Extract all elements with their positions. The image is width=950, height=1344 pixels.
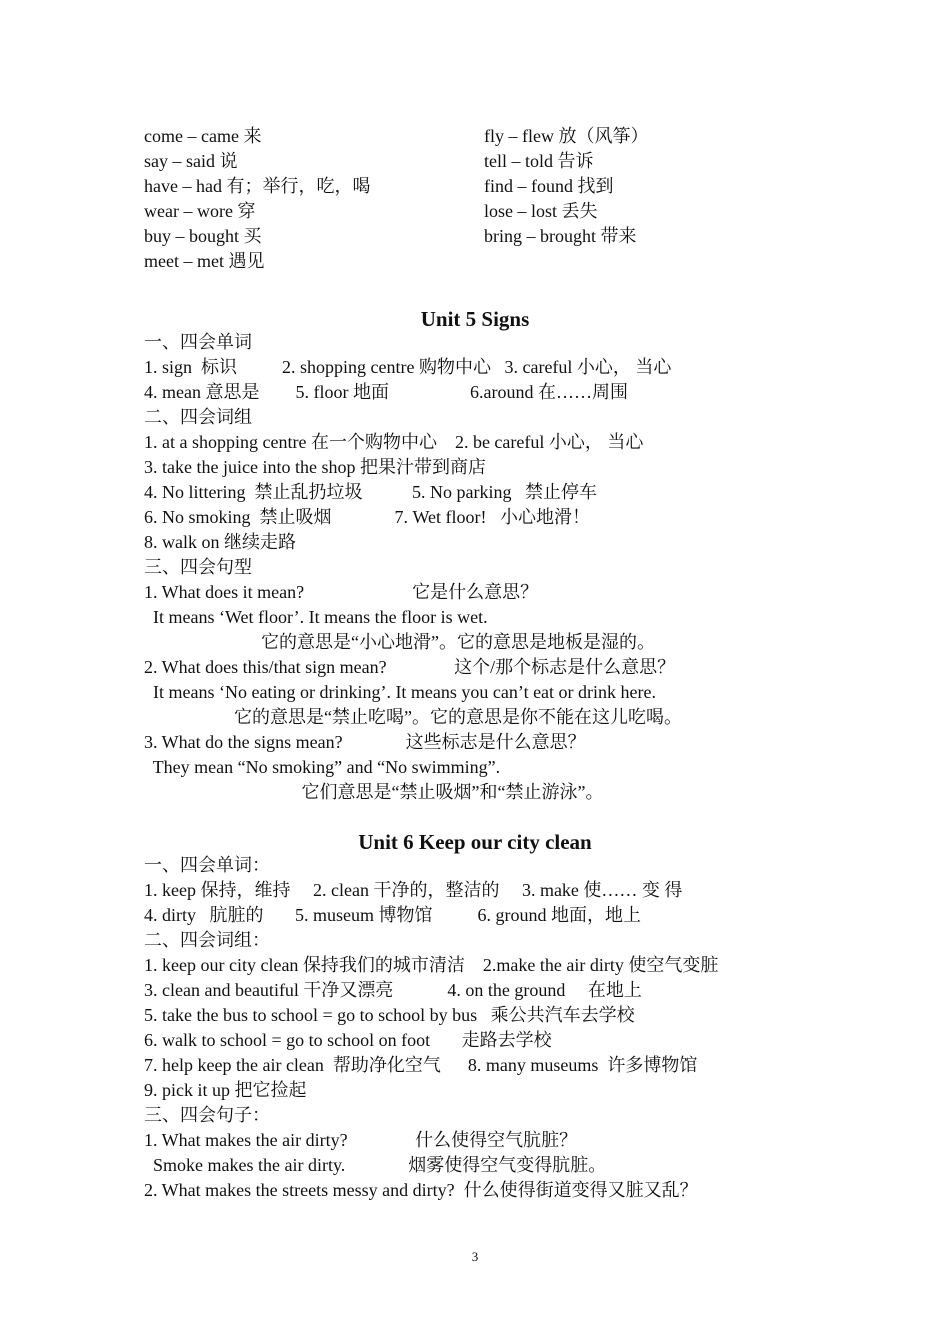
verb-item: meet – met 遇见	[144, 251, 265, 271]
text-line: They mean “No smoking” and “No swimming”.	[144, 757, 501, 777]
text-line: 3. take the juice into the shop 把果汁带到商店	[144, 457, 486, 477]
text-line: 8. walk on 继续走路	[144, 532, 296, 552]
text-line: 它们意思是“禁止吸烟”和“禁止游泳”。	[144, 782, 604, 802]
text-line: It means ‘No eating or drinking’. It means you can’t eat or drink here.	[144, 682, 657, 702]
text-line: 5. take the bus to school = go to school by bus 乘公共汽车去学校	[144, 1005, 635, 1025]
section-heading: 三、四会句型	[144, 557, 252, 577]
text-line: 2. What does this/that sign mean? 这个/那个标志是什么意思？	[144, 657, 676, 677]
text-line: 2. What makes the streets messy and dirty? 什么使得街道变得又脏又乱？	[144, 1180, 698, 1200]
verb-item: say – said 说 tell – told 告诉	[144, 151, 594, 171]
text-line: 3. What do the signs mean? 这些标志是什么意思？	[144, 732, 586, 752]
text-line: 1. sign 标识 2. shopping centre 购物中心 3. careful 小心， 当心	[144, 357, 672, 377]
section-heading: 二、四会词组：	[144, 930, 270, 950]
text-line: 3. clean and beautiful 干净又漂亮 4. on the ground 在地上	[144, 980, 642, 1000]
verb-item: come – came 来 fly – flew 放（风筝）	[144, 126, 649, 146]
text-line: 1. keep 保持，维持 2. clean 干净的，整洁的 3. make 使…… 变 得	[144, 880, 683, 900]
unit5-title: Unit 5 Signs	[420, 307, 530, 331]
text-line: 4. dirty 肮脏的 5. museum 博物馆 6. ground 地面，地上	[144, 905, 641, 925]
text-line: 6. No smoking 禁止吸烟 7. Wet floor! 小心地滑！	[144, 507, 591, 527]
verb-item: have – had 有；举行，吃，喝 find – found 找到	[144, 176, 614, 196]
section-heading: 二、四会词组	[144, 407, 252, 427]
text-line: 9. pick it up 把它捡起	[144, 1080, 307, 1100]
text-line: 6. walk to school = go to school on foot 走路去学校	[144, 1030, 552, 1050]
text-line: Smoke makes the air dirty. 烟雾使得空气变得肮脏。	[144, 1155, 607, 1175]
text-line: 1. keep our city clean 保持我们的城市清洁 2.make the air dirty 使空气变脏	[144, 955, 719, 975]
text-line: 1. What makes the air dirty? 什么使得空气肮脏？	[144, 1130, 578, 1150]
text-line: 它的意思是“禁止吃喝”。它的意思是你不能在这儿吃喝。	[144, 707, 682, 727]
unit6-title: Unit 6 Keep our city clean	[358, 830, 592, 854]
text-line: 4. No littering 禁止乱扔垃圾 5. No parking 禁止停车	[144, 482, 597, 502]
text-line: 4. mean 意思是 5. floor 地面 6.around 在……周围	[144, 382, 628, 402]
text-line: 它的意思是“小心地滑”。它的意思是地板是湿的。	[144, 632, 655, 652]
text-line: It means ‘Wet floor’. It means the floor is wet.	[144, 607, 488, 627]
section-heading: 一、四会单词	[144, 332, 252, 352]
page-number: 3	[471, 1249, 479, 1264]
text-line: 1. at a shopping centre 在一个购物中心 2. be careful 小心， 当心	[144, 432, 644, 452]
verb-item: buy – bought 买 bring – brought 带来	[144, 226, 637, 246]
text-line: 7. help keep the air clean 帮助净化空气 8. many museums 许多博物馆	[144, 1055, 698, 1075]
section-heading: 三、四会句子：	[144, 1105, 270, 1125]
verb-item: wear – wore 穿 lose – lost 丢失	[144, 201, 598, 221]
section-heading: 一、四会单词：	[144, 855, 270, 875]
text-line: 1. What does it mean? 它是什么意思？	[144, 582, 539, 602]
